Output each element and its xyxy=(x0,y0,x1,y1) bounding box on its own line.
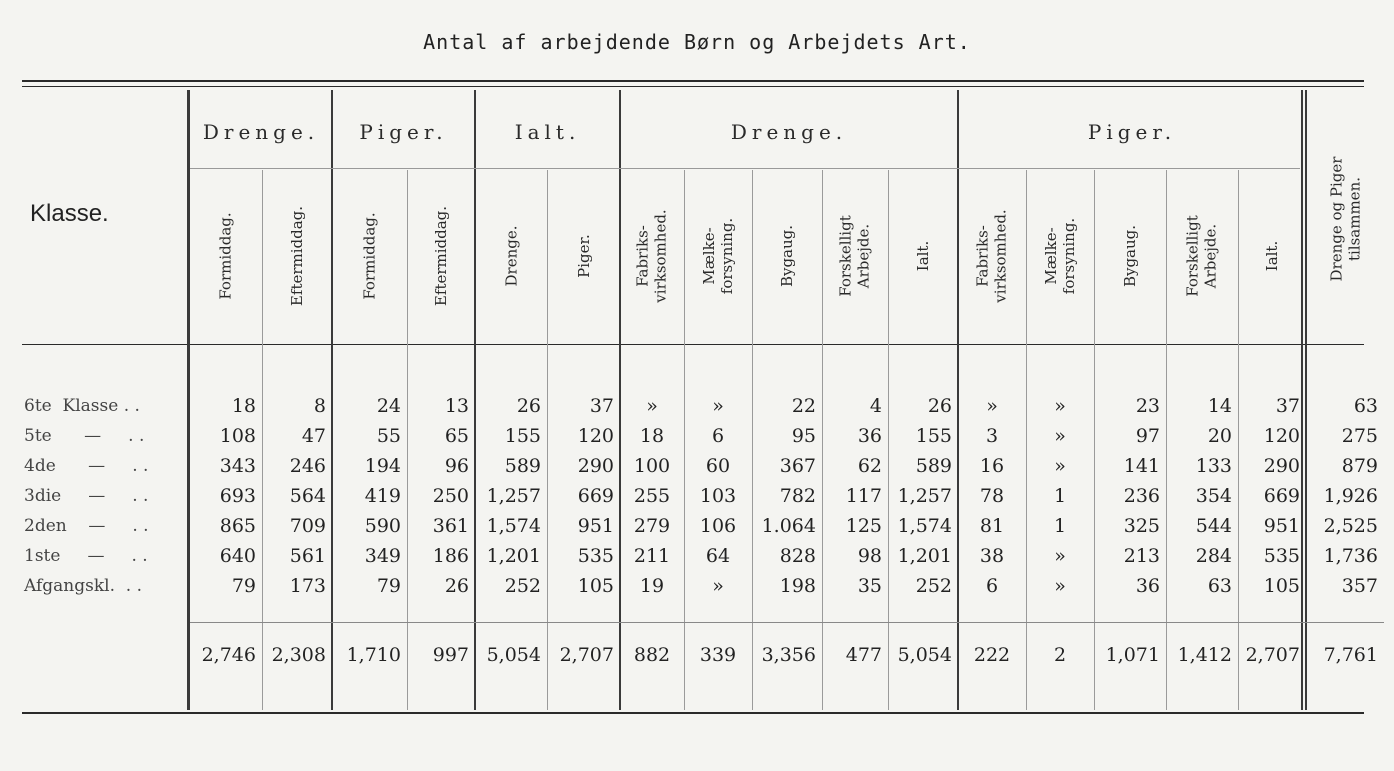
table-cell: 62 xyxy=(857,455,882,477)
column-header xyxy=(407,170,475,342)
table-cell: » xyxy=(1054,425,1066,447)
total-cell: 1,071 xyxy=(1105,644,1160,666)
table-cell: 81 xyxy=(979,515,1005,537)
total-cell: 339 xyxy=(699,644,737,666)
table-cell: 26 xyxy=(444,575,469,597)
table-cell: 879 xyxy=(1341,455,1378,477)
group-header: Piger. xyxy=(359,120,448,144)
table-cell: 100 xyxy=(633,455,671,477)
table-cell: 325 xyxy=(1123,515,1160,537)
total-cell: 2 xyxy=(1053,644,1067,666)
total-cell: 997 xyxy=(432,644,469,666)
total-cell: 3,356 xyxy=(761,644,816,666)
table-cell: 343 xyxy=(219,455,256,477)
total-cell: 222 xyxy=(973,644,1011,666)
group-header: Piger. xyxy=(1087,120,1177,144)
table-cell: 16 xyxy=(979,455,1005,477)
column-header-label: Piger. xyxy=(574,234,593,278)
table-cell: » xyxy=(986,395,998,417)
table-cell: 250 xyxy=(432,485,469,507)
table-cell: 173 xyxy=(289,575,326,597)
table-cell: 133 xyxy=(1195,455,1232,477)
table-cell: 865 xyxy=(219,515,256,537)
table-cell: 246 xyxy=(289,455,326,477)
table-cell: 367 xyxy=(779,455,816,477)
table-cell: 709 xyxy=(289,515,326,537)
table-cell: 120 xyxy=(1263,425,1300,447)
table-cell: 47 xyxy=(301,425,326,447)
table-cell: 108 xyxy=(219,425,256,447)
table-cell: 194 xyxy=(364,455,401,477)
table-cell: 13 xyxy=(444,395,469,417)
table-cell: 60 xyxy=(705,455,731,477)
column-header xyxy=(888,170,958,342)
table-cell: 290 xyxy=(1263,455,1300,477)
table-title: Antal af arbejdende Børn og Arbejdets Art. xyxy=(423,30,971,54)
table-cell: 255 xyxy=(633,485,671,507)
column-header xyxy=(475,170,547,342)
column-header-label: Ialt. xyxy=(914,240,932,272)
row-label: 1ste — . . xyxy=(24,546,148,566)
table-cell: 561 xyxy=(289,545,326,567)
column-header xyxy=(332,170,407,342)
table-cell: 120 xyxy=(577,425,614,447)
table-cell: 23 xyxy=(1135,395,1160,417)
table-cell: 252 xyxy=(915,575,952,597)
column-header-label: Bygaug. xyxy=(777,224,796,288)
table-cell: 564 xyxy=(289,485,326,507)
table-cell: 669 xyxy=(1263,485,1300,507)
table-cell: 589 xyxy=(915,455,952,477)
table-cell: 782 xyxy=(779,485,816,507)
table-cell: 1,574 xyxy=(897,515,952,537)
row-label: 6te Klasse . . xyxy=(24,396,140,416)
table-cell: 544 xyxy=(1195,515,1232,537)
row-label: 2den — . . xyxy=(24,516,149,536)
column-header xyxy=(958,170,1026,342)
column-header xyxy=(1306,96,1384,342)
column-header-label: Formiddag. xyxy=(360,212,379,300)
table-cell: 186 xyxy=(432,545,469,567)
table-cell: 63 xyxy=(1207,575,1232,597)
table-cell: 103 xyxy=(699,485,737,507)
total-cell: 2,308 xyxy=(271,644,326,666)
total-cell: 1,412 xyxy=(1177,644,1232,666)
table-cell: 1,574 xyxy=(486,515,541,537)
column-header xyxy=(547,170,620,342)
table-cell: 275 xyxy=(1341,425,1378,447)
table-cell: 535 xyxy=(577,545,614,567)
table-cell: 55 xyxy=(376,425,401,447)
column-header xyxy=(190,170,262,342)
table-cell: 79 xyxy=(231,575,256,597)
total-cell: 5,054 xyxy=(486,644,541,666)
table-cell: 36 xyxy=(857,425,882,447)
group-header: Ialt. xyxy=(514,120,581,144)
table-cell: 828 xyxy=(779,545,816,567)
table-cell: 79 xyxy=(376,575,401,597)
table-cell: 1,201 xyxy=(486,545,541,567)
table-cell: 37 xyxy=(1275,395,1300,417)
table-cell: 1,736 xyxy=(1323,545,1378,567)
table-cell: » xyxy=(1054,545,1066,567)
table-cell: » xyxy=(1054,575,1066,597)
table-cell: 213 xyxy=(1123,545,1160,567)
row-label: 4de — . . xyxy=(24,456,149,476)
row-label: 5te — . . xyxy=(24,426,145,446)
table-cell: 951 xyxy=(1263,515,1300,537)
table-cell: 155 xyxy=(504,425,541,447)
row-label: 3die — . . xyxy=(24,486,149,506)
table-cell: 18 xyxy=(231,395,256,417)
table-cell: 105 xyxy=(577,575,614,597)
table-cell: 279 xyxy=(633,515,671,537)
table-cell: 640 xyxy=(219,545,256,567)
table-cell: 590 xyxy=(364,515,401,537)
table-cell: » xyxy=(712,395,724,417)
table-cell: 155 xyxy=(915,425,952,447)
column-header-label: Formiddag. xyxy=(217,212,236,300)
table-cell: 349 xyxy=(364,545,401,567)
table-cell: 26 xyxy=(927,395,952,417)
table-cell: 97 xyxy=(1135,425,1160,447)
table-cell: 1 xyxy=(1053,485,1067,507)
table-cell: 19 xyxy=(639,575,665,597)
table-cell: 117 xyxy=(845,485,882,507)
column-header-label: Drenge og Piger tilsammen. xyxy=(1327,156,1364,282)
table-cell: 20 xyxy=(1207,425,1232,447)
table-cell: 3 xyxy=(985,425,999,447)
column-header xyxy=(620,170,684,342)
table-cell: 96 xyxy=(444,455,469,477)
bottom-rule xyxy=(22,712,1364,714)
table-cell: 125 xyxy=(845,515,882,537)
table-cell: 211 xyxy=(633,545,671,567)
column-header xyxy=(1166,170,1238,342)
table-cell: » xyxy=(646,395,658,417)
table-cell: 1,926 xyxy=(1323,485,1378,507)
table-cell: » xyxy=(1054,395,1066,417)
column-header-label: Bygaug. xyxy=(1120,224,1139,288)
table-cell: 35 xyxy=(857,575,882,597)
group-header: Drenge. xyxy=(730,120,848,144)
table-cell: 357 xyxy=(1341,575,1378,597)
column-header-label: Ialt. xyxy=(1263,240,1281,272)
table-cell: 22 xyxy=(791,395,816,417)
table-cell: 1,257 xyxy=(486,485,541,507)
group-header-rule xyxy=(190,168,1300,169)
table-cell: 14 xyxy=(1207,395,1232,417)
table-cell: 65 xyxy=(444,425,469,447)
total-cell: 882 xyxy=(633,644,671,666)
table-cell: 95 xyxy=(791,425,816,447)
column-header-label: Fabriks- virksomhed. xyxy=(974,209,1010,303)
header-rule xyxy=(22,344,1364,345)
column-header xyxy=(822,170,888,342)
top-rule-thin xyxy=(22,86,1364,87)
table-cell: 37 xyxy=(589,395,614,417)
totals-rule xyxy=(190,622,1384,623)
table-cell: 141 xyxy=(1123,455,1160,477)
table-cell: 26 xyxy=(516,395,541,417)
column-header-label: Eftermiddag. xyxy=(432,205,450,307)
table-cell: 284 xyxy=(1195,545,1232,567)
column-header-label: Mælke- forsyning. xyxy=(1042,217,1079,295)
column-header xyxy=(752,170,822,342)
table-cell: 354 xyxy=(1195,485,1232,507)
table-cell: 8 xyxy=(313,395,326,417)
table-cell: 36 xyxy=(1135,575,1160,597)
total-cell: 2,707 xyxy=(559,644,614,666)
table-cell: 535 xyxy=(1263,545,1300,567)
column-header xyxy=(1026,170,1094,342)
table-cell: 236 xyxy=(1123,485,1160,507)
stub-header: Klasse. xyxy=(30,200,109,227)
table-cell: 38 xyxy=(979,545,1005,567)
table-cell: 252 xyxy=(504,575,541,597)
column-header xyxy=(1094,170,1166,342)
column-header-label: Eftermiddag. xyxy=(288,205,306,307)
table-cell: 198 xyxy=(779,575,816,597)
table-cell: 589 xyxy=(504,455,541,477)
table-cell: 106 xyxy=(699,515,737,537)
top-rule xyxy=(22,80,1364,82)
table-cell: 105 xyxy=(1263,575,1300,597)
table-cell: 419 xyxy=(364,485,401,507)
total-cell: 2,746 xyxy=(201,644,256,666)
table-cell: 290 xyxy=(577,455,614,477)
table-cell: 951 xyxy=(577,515,614,537)
table-cell: » xyxy=(1054,455,1066,477)
table-cell: 669 xyxy=(577,485,614,507)
table-cell: 6 xyxy=(985,575,999,597)
total-cell: 7,761 xyxy=(1323,644,1378,666)
column-header-label: Mælke- forsyning. xyxy=(700,217,737,295)
column-header xyxy=(684,170,752,342)
table-cell: 64 xyxy=(705,545,731,567)
total-cell: 2,707 xyxy=(1245,644,1300,666)
table-cell: 1.064 xyxy=(761,515,816,537)
table-cell: 4 xyxy=(869,395,882,417)
table-cell: 361 xyxy=(432,515,469,537)
table-cell: 6 xyxy=(711,425,725,447)
table-cell: 1,201 xyxy=(897,545,952,567)
total-cell: 477 xyxy=(845,644,882,666)
group-header: Drenge. xyxy=(202,120,320,144)
table-cell: 18 xyxy=(639,425,665,447)
row-label: Afgangskl. . . xyxy=(24,576,143,596)
table-cell: 24 xyxy=(376,395,401,417)
table-cell: » xyxy=(712,575,724,597)
total-cell: 5,054 xyxy=(897,644,952,666)
column-header-label: Forskelligt Arbejde. xyxy=(837,215,874,297)
table-cell: 1,257 xyxy=(897,485,952,507)
column-header xyxy=(262,170,332,342)
column-header-label: Drenge. xyxy=(501,225,520,287)
table-cell: 63 xyxy=(1353,395,1378,417)
table-cell: 1 xyxy=(1053,515,1067,537)
table-cell: 98 xyxy=(857,545,882,567)
table-cell: 693 xyxy=(219,485,256,507)
column-header-label: Forskelligt Arbejde. xyxy=(1184,215,1221,297)
column-header-label: Fabriks- virksomhed. xyxy=(634,209,670,303)
table-cell: 78 xyxy=(979,485,1005,507)
table-cell: 2,525 xyxy=(1323,515,1378,537)
column-header xyxy=(1238,170,1306,342)
total-cell: 1,710 xyxy=(346,644,401,666)
